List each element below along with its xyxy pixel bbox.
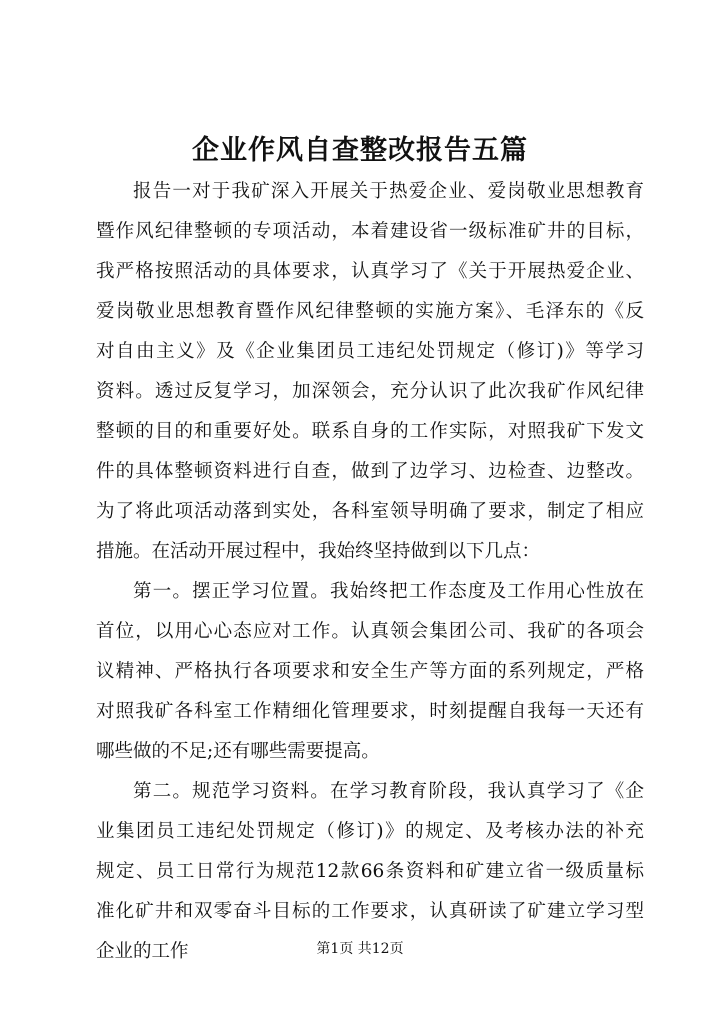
text-line: 对自由主义》及《企业集团员工违纪处罚规定（修订)》等学习 — [96, 341, 644, 362]
text-line: 暨作风纪律整顿的专项活动，本着建设省一级标准矿井的目标， — [96, 221, 644, 242]
text-line: 规定、员工日常行为规范12款66条资料和矿建立省一级质量标 — [96, 861, 644, 882]
text-line: 对照我矿各科室工作精细化管理要求，时刻提醒自我每一天还有 — [96, 701, 644, 722]
text-line: 整顿的目的和重要好处。联系自身的工作实际，对照我矿下发文 — [96, 421, 644, 442]
paragraph — [96, 172, 644, 572]
text-line: 第二。规范学习资料。在学习教育阶段，我认真学习了《企 — [133, 781, 644, 802]
text-line: 第一。摆正学习位置。我始终把工作态度及工作用心性放在 — [133, 581, 644, 602]
document-body — [96, 172, 644, 972]
text-line: 资料。透过反复学习，加深领会，充分认识了此次我矿作风纪律 — [96, 381, 644, 402]
text-line: 我严格按照活动的具体要求，认真学习了《关于开展热爱企业、 — [96, 261, 644, 282]
text-line: 报告一对于我矿深入开展关于热爱企业、爱岗敬业思想教育 — [133, 181, 644, 202]
document-title: 企业作风自查整改报告五篇 — [192, 135, 528, 166]
text-line: 爱岗敬业思想教育暨作风纪律整顿的实施方案》、毛泽东的《反 — [96, 301, 644, 322]
text-line: 准化矿井和双零奋斗目标的工作要求，认真研读了矿建立学习型 — [96, 901, 644, 922]
paragraph — [96, 572, 644, 772]
text-line: 哪些做的不足;还有哪些需要提高。 — [96, 741, 380, 762]
text-line: 首位，以用心心态应对工作。认真领会集团公司、我矿的各项会 — [96, 621, 644, 642]
text-line: 企业的工作 — [96, 941, 189, 962]
text-line: 为了将此项活动落到实处，各科室领导明确了要求，制定了相应 — [96, 501, 644, 522]
text-line: 议精神、严格执行各项要求和安全生产等方面的系列规定，严格 — [96, 661, 644, 682]
text-line: 措施。在活动开展过程中，我始终坚持做到以下几点： — [96, 541, 541, 562]
text-line: 业集团员工违纪处罚规定（修订)》的规定、及考核办法的补充 — [96, 821, 644, 842]
page-footer: 第1页 共12页 — [316, 941, 404, 957]
text-line: 件的具体整顿资料进行自查，做到了边学习、边检查、边整改。 — [96, 461, 644, 482]
